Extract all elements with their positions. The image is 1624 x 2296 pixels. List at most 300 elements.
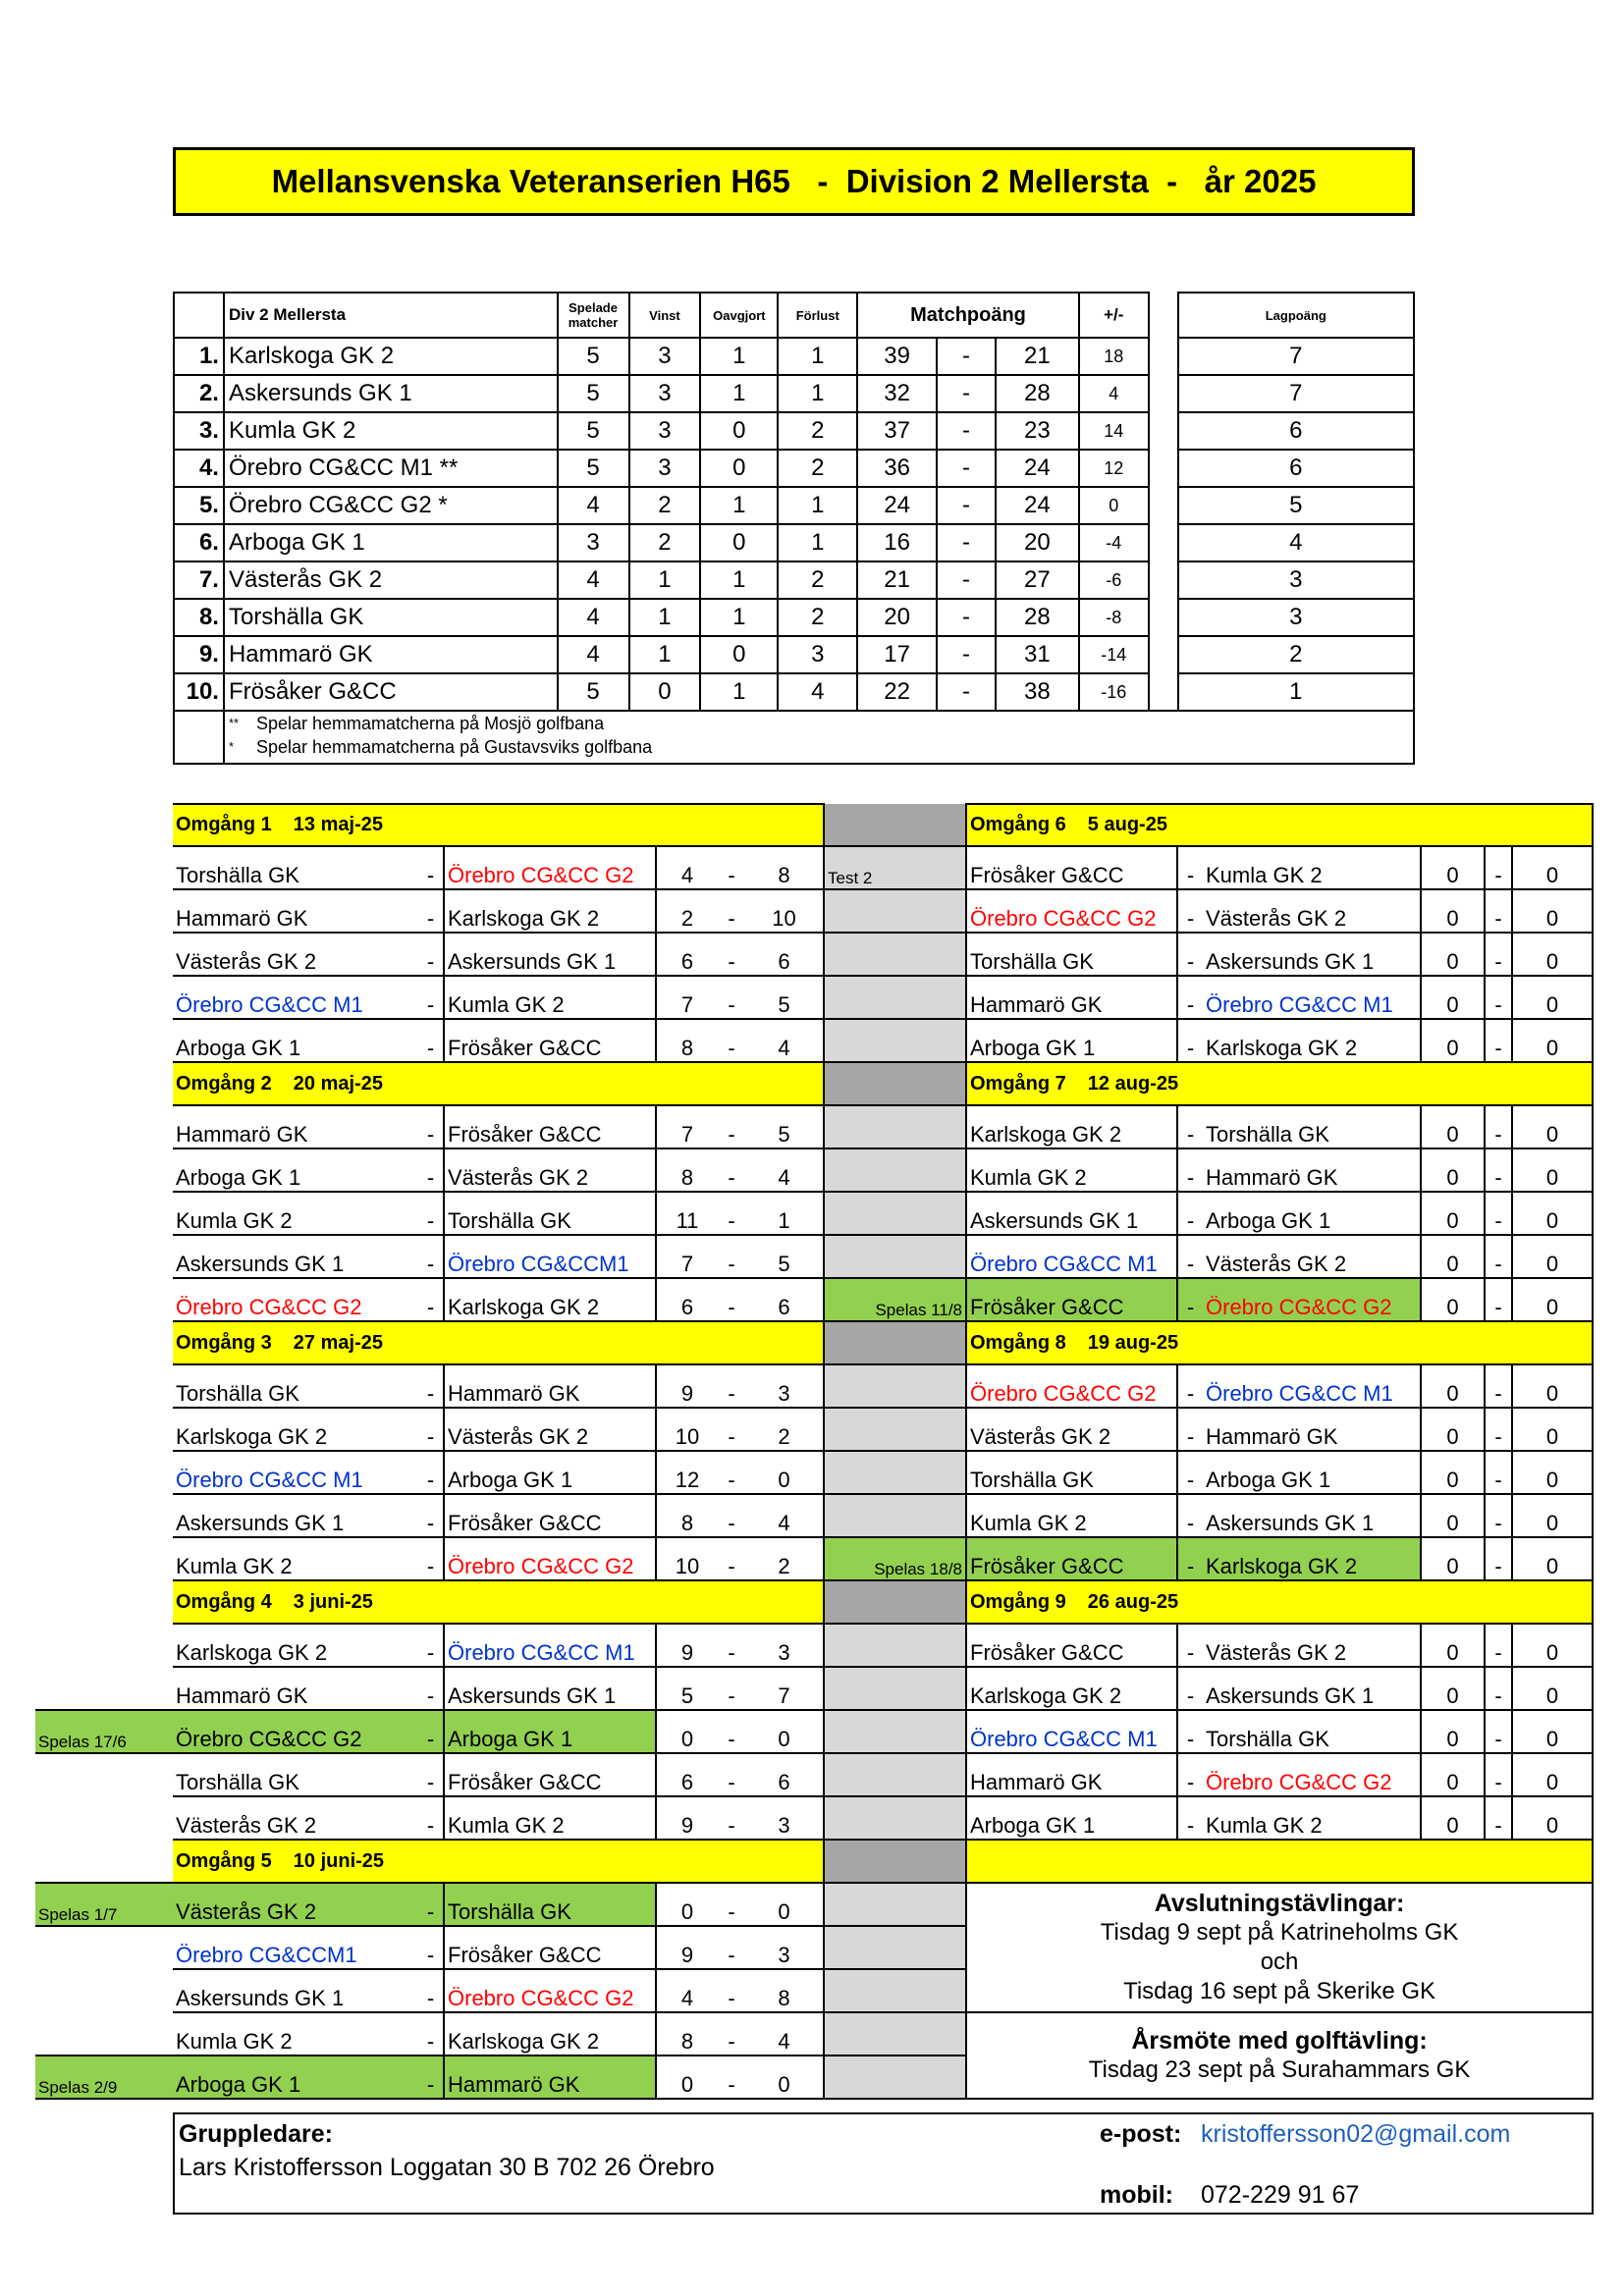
- home-score: 0: [1421, 1796, 1485, 1840]
- away-team: Örebro CG&CC G2: [1203, 1278, 1421, 1321]
- away-team: Kumla GK 2: [444, 1796, 656, 1840]
- middle-note: [824, 1494, 966, 1537]
- score-dash: -: [1485, 1364, 1512, 1408]
- match-row: [35, 976, 1593, 1019]
- score-dash: -: [718, 1710, 745, 1753]
- match-dash: -: [418, 1796, 444, 1840]
- standings-separator: -: [937, 487, 996, 524]
- standings-draws: 0: [700, 636, 778, 673]
- away-team: Örebro CG&CCM1: [444, 1235, 656, 1278]
- standings-wins: 3: [629, 338, 701, 375]
- standings-draws: 1: [700, 487, 778, 524]
- home-score: 8: [656, 2012, 718, 2056]
- standings-team: Västerås GK 2: [224, 561, 558, 599]
- round-date: 19 aug-25: [1087, 1331, 1179, 1354]
- home-team: Kumla GK 2: [966, 1494, 1177, 1537]
- reschedule-note: [35, 1667, 173, 1710]
- home-team: Frösåker G&CC: [966, 1278, 1177, 1321]
- home-team: Örebro CG&CCM1: [173, 1926, 418, 1969]
- home-team: Västerås GK 2: [966, 1408, 1177, 1451]
- home-team: Kumla GK 2: [173, 1537, 418, 1580]
- home-team: Torshälla GK: [173, 1753, 418, 1796]
- home-team: Örebro CG&CC M1: [966, 1235, 1177, 1278]
- separator-column: [824, 1062, 966, 1105]
- round-header-row: [35, 1321, 1593, 1364]
- note-mark: *: [228, 739, 235, 754]
- header-played: Spelade matcher: [558, 293, 629, 338]
- away-team: Karlskoga GK 2: [444, 1278, 656, 1321]
- home-team: Torshälla GK: [966, 1451, 1177, 1494]
- home-team: Västerås GK 2: [173, 933, 418, 976]
- middle-note: [824, 1969, 966, 2012]
- score-dash: -: [718, 976, 745, 1019]
- standings-wins: 1: [629, 599, 701, 636]
- standings-wins: 0: [629, 673, 701, 711]
- match-dash: -: [1177, 1710, 1203, 1753]
- standings-diff: 18: [1079, 338, 1149, 375]
- header-group: Div 2 Mellersta: [224, 293, 558, 338]
- match-dash: -: [418, 1019, 444, 1062]
- middle-note: [824, 933, 966, 976]
- standings-diff: 14: [1079, 412, 1149, 450]
- standings-diff: 12: [1079, 450, 1149, 487]
- round-date: 12 aug-25: [1087, 1072, 1179, 1095]
- reschedule-note: [35, 1537, 173, 1580]
- reschedule-note: [35, 1969, 173, 2012]
- match-dash: -: [418, 1235, 444, 1278]
- page-title-text: Mellansvenska Veteranserien H65 - Division 2 Mellersta - år 2025: [271, 163, 1317, 199]
- standings-separator: -: [937, 673, 996, 711]
- leader-label: Gruppledare:: [179, 2120, 333, 2148]
- away-team: Västerås GK 2: [1203, 1624, 1421, 1667]
- standings-team-points: 5: [1178, 487, 1414, 524]
- middle-note: [824, 1667, 966, 1710]
- away-team: Karlskoga GK 2: [1203, 1019, 1421, 1062]
- closing-line3: Tisdag 16 sept på Skerike GK: [1123, 1978, 1436, 2004]
- round-header-row: [35, 1840, 1593, 1883]
- header-rank: [174, 293, 224, 338]
- home-team: Arboga GK 1: [173, 1148, 418, 1192]
- separator-column: [824, 1321, 966, 1364]
- score-dash: -: [1485, 1192, 1512, 1235]
- notes-spacer: [174, 711, 224, 764]
- away-team: Arboga GK 1: [1203, 1192, 1421, 1235]
- standings-wins: 3: [629, 450, 701, 487]
- home-team: Arboga GK 1: [173, 2056, 418, 2099]
- away-score: 3: [745, 1624, 824, 1667]
- standings-row: [174, 450, 1414, 487]
- away-team: Torshälla GK: [1203, 1710, 1421, 1753]
- home-score: 0: [1421, 976, 1485, 1019]
- standings-team: Karlskoga GK 2: [224, 338, 558, 375]
- home-team: Torshälla GK: [173, 1364, 418, 1408]
- score-dash: -: [1485, 1667, 1512, 1710]
- score-dash: -: [1485, 846, 1512, 889]
- home-score: 0: [1421, 1235, 1485, 1278]
- score-dash: -: [1485, 1148, 1512, 1192]
- standings-wins: 3: [629, 412, 701, 450]
- home-team: Hammarö GK: [173, 1667, 418, 1710]
- standings-separator: -: [937, 636, 996, 673]
- middle-note: [824, 1235, 966, 1278]
- standings-losses: 4: [778, 673, 857, 711]
- middle-note: [824, 1364, 966, 1408]
- round-header-right: [966, 1062, 1593, 1105]
- standings-losses: 1: [778, 338, 857, 375]
- middle-note: Spelas 18/8: [824, 1537, 966, 1580]
- match-dash: -: [1177, 1753, 1203, 1796]
- away-score: 5: [745, 1105, 824, 1148]
- note-mark: **: [228, 716, 240, 730]
- standings-played: 5: [558, 673, 629, 711]
- home-score: 10: [656, 1537, 718, 1580]
- footer-contact: [173, 2112, 1594, 2215]
- away-score: 0: [1512, 1667, 1593, 1710]
- home-team: Frösåker G&CC: [966, 846, 1177, 889]
- score-dash: -: [718, 1753, 745, 1796]
- home-team: Hammarö GK: [173, 889, 418, 933]
- standings-team-points: 7: [1178, 375, 1414, 412]
- home-score: 0: [1421, 1624, 1485, 1667]
- home-team: Hammarö GK: [173, 1105, 418, 1148]
- standings-row: [174, 375, 1414, 412]
- standings-team-points: 3: [1178, 561, 1414, 599]
- middle-note: [824, 2056, 966, 2099]
- middle-note: [824, 1192, 966, 1235]
- away-score: 0: [745, 2056, 824, 2099]
- standings-diff: -6: [1079, 561, 1149, 599]
- home-score: 6: [656, 1278, 718, 1321]
- standings-points-against: 27: [996, 561, 1079, 599]
- home-team: Örebro CG&CC G2: [966, 889, 1177, 933]
- away-score: 7: [745, 1667, 824, 1710]
- match-row: [35, 1235, 1593, 1278]
- standings-gap: [1149, 524, 1178, 561]
- home-team: Örebro CG&CC M1: [173, 976, 418, 1019]
- standings-team-points: 6: [1178, 412, 1414, 450]
- middle-note: [824, 2012, 966, 2056]
- match-dash: -: [1177, 1796, 1203, 1840]
- note-spacer: [35, 1321, 173, 1364]
- home-team: Arboga GK 1: [966, 1019, 1177, 1062]
- home-score: 0: [1421, 889, 1485, 933]
- round-header-left: [173, 804, 824, 846]
- round-date: 27 maj-25: [293, 1331, 383, 1354]
- home-team: Torshälla GK: [173, 846, 418, 889]
- away-score: 4: [745, 1494, 824, 1537]
- away-team: Frösåker G&CC: [444, 1494, 656, 1537]
- score-dash: -: [1485, 1494, 1512, 1537]
- away-score: 2: [745, 1408, 824, 1451]
- standings-separator: -: [937, 450, 996, 487]
- home-score: 9: [656, 1796, 718, 1840]
- match-dash: -: [418, 1753, 444, 1796]
- middle-note: [824, 1148, 966, 1192]
- standings-rank: 7.: [174, 561, 224, 599]
- standings-team-points: 3: [1178, 599, 1414, 636]
- away-score: 0: [1512, 1451, 1593, 1494]
- match-dash: -: [418, 1710, 444, 1753]
- standings-gap: [1149, 561, 1178, 599]
- away-team: Västerås GK 2: [1203, 889, 1421, 933]
- reschedule-note: [35, 1753, 173, 1796]
- match-dash: -: [418, 846, 444, 889]
- home-team: Kumla GK 2: [966, 1148, 1177, 1192]
- home-score: 0: [656, 2056, 718, 2099]
- away-team: Askersunds GK 1: [444, 933, 656, 976]
- home-team: Frösåker G&CC: [966, 1537, 1177, 1580]
- round-header-row: [35, 804, 1593, 846]
- home-team: Örebro CG&CC G2: [966, 1364, 1177, 1408]
- reschedule-note: [35, 1451, 173, 1494]
- home-team: Örebro CG&CC G2: [173, 1710, 418, 1753]
- standings-played: 4: [558, 561, 629, 599]
- standings-draws: 0: [700, 450, 778, 487]
- match-row: [35, 933, 1593, 976]
- note-text: Spelar hemmamatcherna på Gustavsviks golfbana: [255, 737, 653, 757]
- home-score: 0: [1421, 1451, 1485, 1494]
- match-dash: -: [418, 1926, 444, 1969]
- round-label: Omgång 2: [176, 1072, 272, 1095]
- score-dash: -: [718, 1883, 745, 1926]
- standings-header-row: [174, 293, 1414, 338]
- match-dash: -: [418, 889, 444, 933]
- home-team: Örebro CG&CC M1: [173, 1451, 418, 1494]
- reschedule-note: Spelas 2/9: [35, 2056, 173, 2099]
- away-team: Arboga GK 1: [444, 1710, 656, 1753]
- standings-wins: 2: [629, 487, 701, 524]
- middle-note: [824, 1796, 966, 1840]
- note-spacer: [35, 1062, 173, 1105]
- score-dash: -: [1485, 1235, 1512, 1278]
- round-label: Omgång 8: [970, 1331, 1066, 1354]
- home-score: 7: [656, 976, 718, 1019]
- standings-separator: -: [937, 599, 996, 636]
- round-header-left: [173, 1062, 824, 1105]
- middle-note: [824, 1105, 966, 1148]
- standings-diff: 4: [1079, 375, 1149, 412]
- home-score: 6: [656, 1753, 718, 1796]
- away-team: Örebro CG&CC G2: [444, 1969, 656, 2012]
- header-diff: +/-: [1079, 293, 1149, 338]
- round-header-right: [966, 804, 1593, 846]
- home-team: Askersunds GK 1: [966, 1192, 1177, 1235]
- standings-points-for: 21: [857, 561, 937, 599]
- match-row: [35, 1105, 1593, 1148]
- home-score: 0: [656, 1883, 718, 1926]
- reschedule-note: [35, 889, 173, 933]
- standings-losses: 1: [778, 487, 857, 524]
- score-dash: -: [718, 2012, 745, 2056]
- header-match-points: Matchpoäng: [857, 293, 1079, 338]
- match-row: [35, 1667, 1593, 1710]
- home-score: 0: [1421, 1192, 1485, 1235]
- home-score: 7: [656, 1235, 718, 1278]
- round-header-right-empty: [966, 1840, 1593, 1883]
- away-score: 0: [1512, 1364, 1593, 1408]
- match-dash: -: [1177, 1451, 1203, 1494]
- match-row: [35, 2012, 1593, 2056]
- away-score: 10: [745, 889, 824, 933]
- standings-rank: 8.: [174, 599, 224, 636]
- round-header-row: [35, 1580, 1593, 1624]
- score-dash: -: [1485, 933, 1512, 976]
- away-score: 0: [1512, 846, 1593, 889]
- match-dash: -: [418, 1667, 444, 1710]
- standings-team: Hammarö GK: [224, 636, 558, 673]
- score-dash: -: [718, 1667, 745, 1710]
- note-line: [229, 735, 1409, 759]
- match-dash: -: [418, 1364, 444, 1408]
- home-score: 7: [656, 1105, 718, 1148]
- standings-row: [174, 561, 1414, 599]
- note-spacer: [35, 1840, 173, 1883]
- home-team: Askersunds GK 1: [173, 1969, 418, 2012]
- header-draws: Oavgjort: [700, 293, 778, 338]
- match-dash: -: [1177, 1624, 1203, 1667]
- match-row: [35, 1624, 1593, 1667]
- score-dash: -: [718, 1926, 745, 1969]
- standings-row: [174, 487, 1414, 524]
- away-team: Örebro CG&CC G2: [444, 1537, 656, 1580]
- match-dash: -: [1177, 1408, 1203, 1451]
- match-dash: -: [1177, 846, 1203, 889]
- home-score: 0: [1421, 846, 1485, 889]
- match-row: [35, 1408, 1593, 1451]
- middle-note: [824, 1883, 966, 1926]
- round-header-left: [173, 1321, 824, 1364]
- standings-gap: [1149, 338, 1178, 375]
- standings-wins: 1: [629, 636, 701, 673]
- away-score: 3: [745, 1926, 824, 1969]
- away-team: Kumla GK 2: [1203, 1796, 1421, 1840]
- away-team: Askersunds GK 1: [1203, 933, 1421, 976]
- standings-points-against: 24: [996, 487, 1079, 524]
- away-score: 0: [1512, 1408, 1593, 1451]
- standings-team-points: 1: [1178, 673, 1414, 711]
- match-dash: -: [1177, 1235, 1203, 1278]
- away-team: Torshälla GK: [444, 1883, 656, 1926]
- away-team: Hammarö GK: [444, 2056, 656, 2099]
- match-dash: -: [418, 1105, 444, 1148]
- middle-note: Test 2: [824, 846, 966, 889]
- score-dash: -: [718, 1408, 745, 1451]
- home-score: 0: [1421, 1667, 1485, 1710]
- home-score: 0: [656, 1710, 718, 1753]
- standings-points-against: 28: [996, 599, 1079, 636]
- away-team: Arboga GK 1: [444, 1451, 656, 1494]
- standings-team: Arboga GK 1: [224, 524, 558, 561]
- match-row: [35, 1796, 1593, 1840]
- email-link[interactable]: kristoffersson02@gmail.com: [1201, 2120, 1511, 2148]
- standings-draws: 1: [700, 673, 778, 711]
- match-row: [35, 1148, 1593, 1192]
- page-title: [173, 147, 1415, 216]
- away-score: 0: [745, 1710, 824, 1753]
- note-spacer: [35, 1580, 173, 1624]
- note-text: Spelar hemmamatcherna på Mosjö golfbana: [255, 714, 605, 733]
- away-team: Torshälla GK: [1203, 1105, 1421, 1148]
- score-dash: -: [1485, 1019, 1512, 1062]
- match-dash: -: [418, 976, 444, 1019]
- match-dash: -: [418, 1451, 444, 1494]
- away-score: 0: [1512, 1192, 1593, 1235]
- standings-losses: 2: [778, 450, 857, 487]
- standings-rank: 10.: [174, 673, 224, 711]
- reschedule-note: [35, 1364, 173, 1408]
- standings-rank: 9.: [174, 636, 224, 673]
- reschedule-note: [35, 1926, 173, 1969]
- standings-draws: 0: [700, 412, 778, 450]
- standings-diff: -16: [1079, 673, 1149, 711]
- score-dash: -: [1485, 1451, 1512, 1494]
- reschedule-note: Spelas 1/7: [35, 1883, 173, 1926]
- away-score: 0: [1512, 933, 1593, 976]
- match-row: [35, 1278, 1593, 1321]
- home-team: Karlskoga GK 2: [173, 1408, 418, 1451]
- annual-line1: Tisdag 23 sept på Surahammars GK: [1088, 2056, 1471, 2083]
- standings-points-against: 20: [996, 524, 1079, 561]
- standings-points-against: 24: [996, 450, 1079, 487]
- away-score: 0: [1512, 1148, 1593, 1192]
- home-team: Kumla GK 2: [173, 1192, 418, 1235]
- score-dash: -: [718, 1105, 745, 1148]
- mobile-number: 072-229 91 67: [1201, 2181, 1360, 2209]
- away-score: 8: [745, 846, 824, 889]
- away-team: Västerås GK 2: [444, 1148, 656, 1192]
- away-team: Örebro CG&CC G2: [444, 846, 656, 889]
- middle-note: Spelas 11/8: [824, 1278, 966, 1321]
- standings-points-for: 17: [857, 636, 937, 673]
- standings-draws: 1: [700, 338, 778, 375]
- home-team: Askersunds GK 1: [173, 1494, 418, 1537]
- annual-heading: Årsmöte med golftävling:: [1131, 2027, 1428, 2055]
- away-score: 2: [745, 1537, 824, 1580]
- home-team: Torshälla GK: [966, 933, 1177, 976]
- score-dash: -: [1485, 1408, 1512, 1451]
- standings-team: Torshälla GK: [224, 599, 558, 636]
- match-dash: -: [1177, 1667, 1203, 1710]
- standings-rank: 1.: [174, 338, 224, 375]
- score-dash: -: [718, 846, 745, 889]
- match-dash: -: [1177, 1278, 1203, 1321]
- round-header-left: [173, 1840, 824, 1883]
- match-dash: -: [1177, 1148, 1203, 1192]
- standings-gap: [1149, 450, 1178, 487]
- score-dash: -: [718, 1148, 745, 1192]
- away-team: Karlskoga GK 2: [444, 889, 656, 933]
- away-score: 1: [745, 1192, 824, 1235]
- away-team: Askersunds GK 1: [444, 1667, 656, 1710]
- standings-row: [174, 412, 1414, 450]
- standings-separator: -: [937, 524, 996, 561]
- standings-points-against: 28: [996, 375, 1079, 412]
- match-row: [35, 1019, 1593, 1062]
- standings-gap: [1149, 375, 1178, 412]
- standings-team-points: 2: [1178, 636, 1414, 673]
- round-label: Omgång 6: [970, 814, 1066, 835]
- score-dash: -: [718, 889, 745, 933]
- home-score: 10: [656, 1408, 718, 1451]
- home-score: 0: [1421, 1278, 1485, 1321]
- standings-team-points: 4: [1178, 524, 1414, 561]
- score-dash: -: [718, 1235, 745, 1278]
- score-dash: -: [1485, 1624, 1512, 1667]
- fixtures-table: [35, 803, 1594, 2100]
- header-gap: [1149, 293, 1178, 338]
- away-score: 3: [745, 1796, 824, 1840]
- standings-points-against: 21: [996, 338, 1079, 375]
